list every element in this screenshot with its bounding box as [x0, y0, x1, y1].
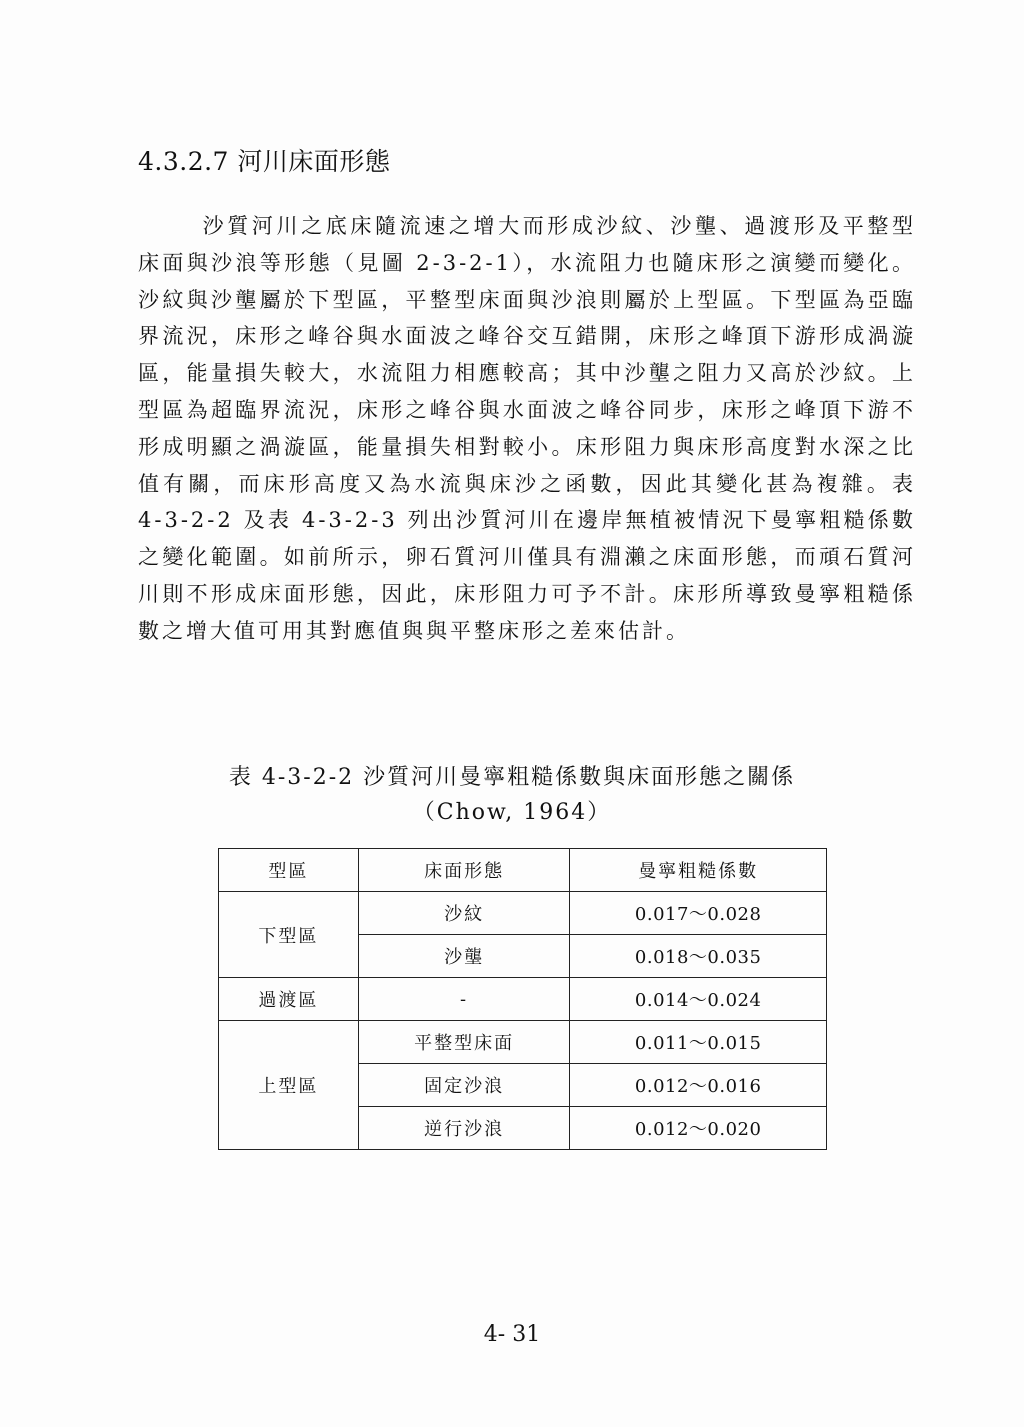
body-paragraph — [138, 208, 916, 650]
table-row — [219, 978, 827, 1021]
region-cell: 上型區 — [219, 1021, 359, 1150]
table-row — [219, 1021, 827, 1064]
region-cell: 下型區 — [219, 892, 359, 978]
roughness-table — [218, 848, 827, 1150]
bed-form-cell: 平整型床面 — [358, 1021, 570, 1064]
table-caption-source: （Chow, 1964） — [412, 800, 612, 825]
manning-n-cell: 0.014～0.024 — [570, 978, 827, 1021]
manning-n-cell: 0.012～0.016 — [570, 1064, 827, 1107]
bed-form-cell: - — [358, 978, 570, 1021]
bed-form-cell: 固定沙浪 — [358, 1064, 570, 1107]
section-heading: 4.3.2.7 河川床面形態 — [138, 147, 391, 176]
header-region: 型區 — [219, 849, 359, 892]
manning-n-cell: 0.017～0.028 — [570, 892, 827, 935]
bed-form-cell: 沙紋 — [358, 892, 570, 935]
bed-form-cell: 逆行沙浪 — [358, 1107, 570, 1150]
body-paragraph-text: 沙質河川之底床隨流速之增大而形成沙紋、沙壟、過渡形及平整型床面與沙浪等形態（見圖 2-3-2-1），水流阻力也隨床形之演變而變化。沙紋與沙壟屬於下型區，平整型床面與沙浪則屬於上型區。下型區為亞臨界流況，床形之峰谷與水面波之峰谷交互錯開，床形之峰頂下游形成渦漩區，能量損失較大，水流阻力相應較高；其中沙壟之阻力又高於沙紋。上型區為超臨界流況，床形之峰谷與水面波之峰谷同步，床形之峰頂下游不形成明顯之渦漩區，能量損失相對較小。床形阻力與床形高度對水深之比值有關，而床形高度又為水流與床沙之函數，因此其變化甚為複雜。表 4-3-2-2 及表 4-3-2-3 列出沙質河川在邊岸無植被情況下曼寧粗糙係數之變化範圍。如前所示，卵石質河川僅具有淵瀨之床面形態，而頑石質河川則不形成床面形態，因此，床形阻力可予不計。床形所導致曼寧粗糙係數之增大值可用其對應值與與平整床形之差來估計。 — [138, 214, 916, 643]
header-manning-n: 曼寧粗糙係數 — [570, 849, 827, 892]
table-row — [219, 892, 827, 935]
manning-n-cell: 0.012～0.020 — [570, 1107, 827, 1150]
manning-n-cell: 0.011～0.015 — [570, 1021, 827, 1064]
table-header-row — [219, 849, 827, 892]
header-bed-form: 床面形態 — [358, 849, 570, 892]
manning-n-cell: 0.018～0.035 — [570, 935, 827, 978]
table-caption: 表 4-3-2-2 沙質河川曼寧粗糙係數與床面形態之關係 — [228, 765, 796, 790]
page-number: 4- 31 — [483, 1322, 541, 1347]
bed-form-cell: 沙壟 — [358, 935, 570, 978]
region-cell: 過渡區 — [219, 978, 359, 1021]
